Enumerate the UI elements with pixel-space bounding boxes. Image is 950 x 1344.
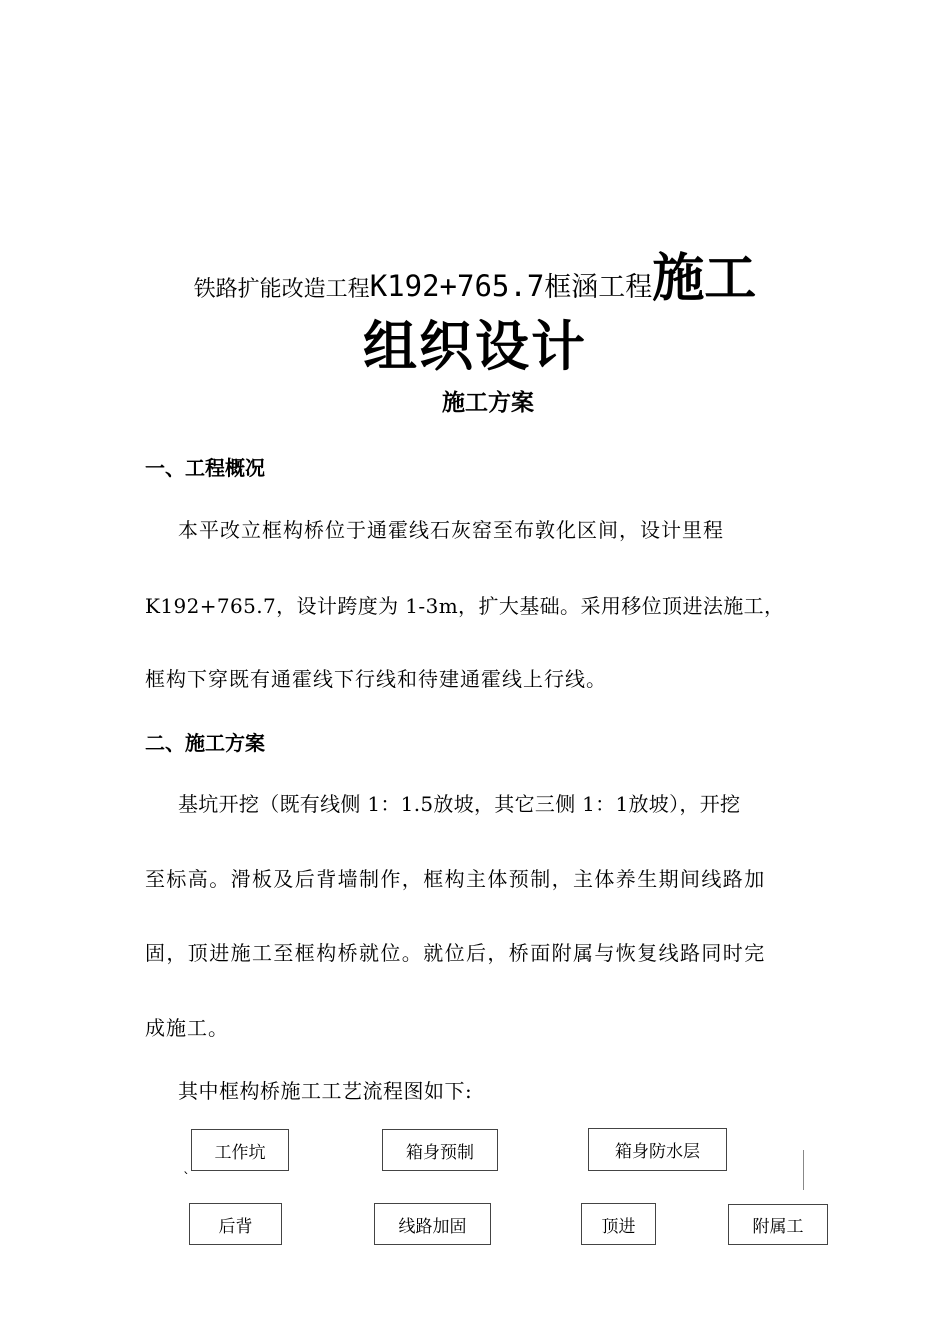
section1-line3: 框构下穿既有通霍线下行线和待建通霍线上行线。 (145, 667, 607, 691)
title-part4: 施工 (652, 249, 757, 309)
flow-box-backwall: 后背 (189, 1203, 282, 1245)
title-part3: 框涵工程 (544, 272, 653, 303)
section2-heading: 二、施工方案 (145, 731, 265, 755)
document-title-line1 (0, 236, 950, 309)
section1-line2: K192+765.7，设计跨度为 1-3m，扩大基础。采用移位顶进法施工， (145, 594, 785, 618)
flow-box-ancillary: 附属工 (728, 1204, 828, 1245)
flow-box-jacking: 顶进 (581, 1203, 656, 1245)
connector-line (803, 1150, 804, 1190)
section1-line1: 本平改立框构桥位于通霍线石灰窑至布敦化区间，设计里程 (178, 518, 724, 542)
section2-line1: 基坑开挖（既有线侧 1：1.5放坡，其它三侧 1：1放坡），开挖 (178, 792, 741, 816)
title-part1: 铁路扩能改造工程 (193, 277, 370, 302)
flow-box-waterproof: 箱身防水层 (588, 1128, 727, 1171)
flow-box-work-pit: 工作坑 (191, 1129, 289, 1171)
stray-mark: ` (183, 1171, 190, 1187)
title-part2: K192+765.7 (369, 269, 545, 303)
section2-line2: 至标高。滑板及后背墙制作，框构主体预制，主体养生期间线路加 (145, 867, 766, 891)
section2-line4: 成施工。 (145, 1016, 229, 1040)
document-title-line2: 组织设计 (363, 315, 587, 378)
flow-intro: 其中框构桥施工工艺流程图如下: (178, 1079, 473, 1103)
section1-heading: 一、工程概况 (145, 456, 265, 480)
document-subtitle: 施工方案 (442, 390, 534, 416)
section2-line3: 固，顶进施工至框构桥就位。就位后，桥面附属与恢复线路同时完 (145, 941, 766, 965)
flow-box-box-prefab: 箱身预制 (382, 1129, 498, 1171)
flow-box-track-reinforce: 线路加固 (374, 1203, 491, 1245)
